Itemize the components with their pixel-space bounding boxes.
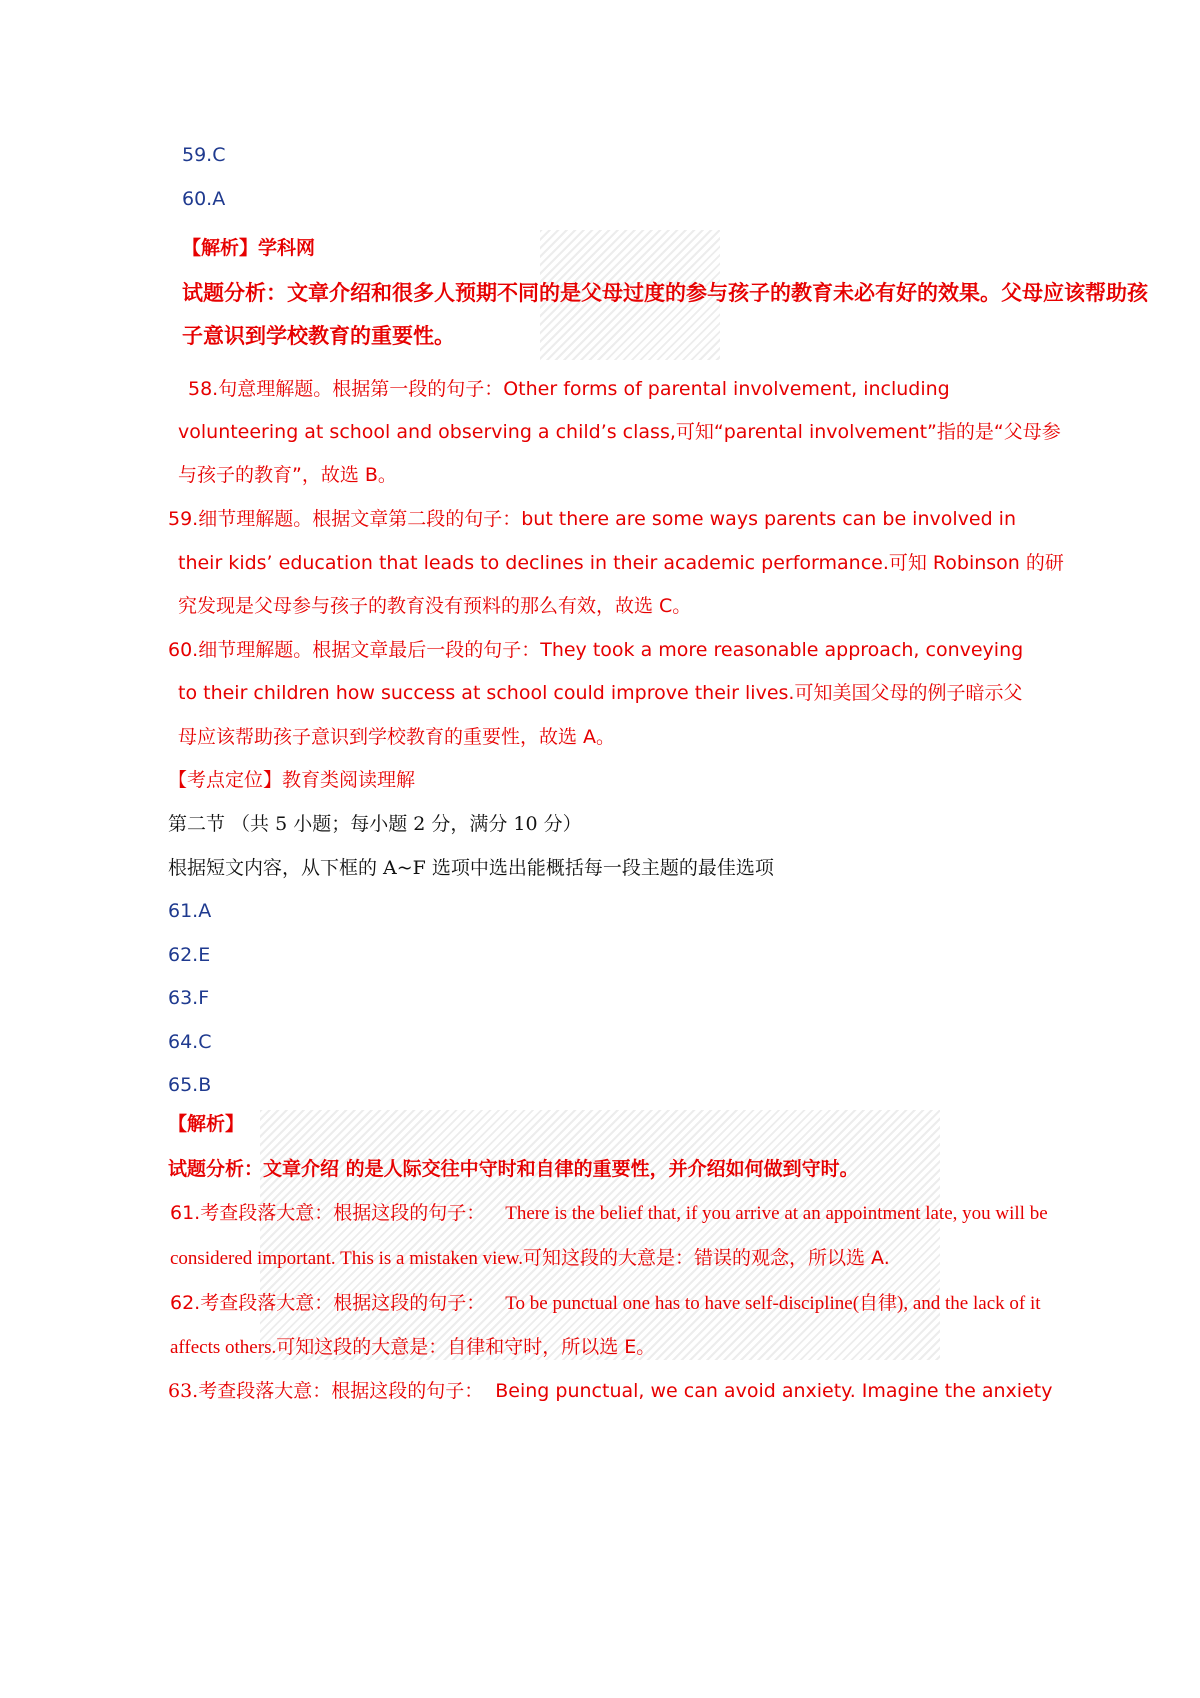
q61-line1-cn: 61.考查段落大意：根据这段的句子： [170,1202,486,1224]
answer-59: 59.C [182,144,226,166]
q61-line1 [170,1199,1048,1228]
q59-line1: 59.细节理解题。根据文章第二段的句子：but there are some ways parents can be involved in [168,508,1017,530]
q60-line2: to their children how success at school could improve their lives.可知美国父母的例子暗示父 [178,682,1023,704]
watermark [260,1110,940,1360]
q58-line3: 与孩子的教育”，故选 B。 [178,464,397,486]
q62-line2-cn: 可知这段的大意是：自律和守时，所以选 E。 [276,1336,656,1358]
q61-line1-en: There is the belief that, if you arrive at an appointment late, you will be [505,1203,1048,1224]
q60-line1: 60.细节理解题。根据文章最后一段的句子：They took a more reasonable approach, conveying [168,639,1024,661]
q63-line1-en: Being punctual, we can avoid anxiety. Imagine the anxiety [495,1380,1053,1402]
answer-65: 65.B [168,1074,212,1096]
analysis2-header: 【解析】 [168,1113,245,1135]
q62-line2 [170,1333,655,1362]
q63-line1-cn: 63.考查段落大意：根据这段的句子： [168,1380,484,1402]
answer-61: 61.A [168,900,212,922]
answer-60: 60.A [182,188,226,210]
analysis-header: 【解析】学科网 [182,237,316,259]
kaodian-label: 【考点定位】教育类阅读理解 [168,769,416,791]
q60-line3: 母应该帮助孩子意识到学校教育的重要性，故选 A。 [178,726,616,748]
q62-line2-en: affects others. [170,1337,277,1358]
answer-63: 63.F [168,987,210,1009]
analysis-summary-line2: 子意识到学校教育的重要性。 [182,324,455,348]
q61-line2-en: considered important. This is a mistaken view. [170,1248,524,1269]
analysis-summary-line1: 试题分析：文章介绍和很多人预期不同的是父母过度的参与孩子的教育未必有好的效果。父母应该帮助孩 [182,281,1148,305]
section2-title: 第二节 （共 5 小题；每小题 2 分，满分 10 分） [168,813,582,835]
section2-instruction: 根据短文内容，从下框的 A~F 选项中选出能概括每一段主题的最佳选项 [168,857,774,879]
q61-line2-cn: 可知这段的大意是：错误的观念，所以选 A. [523,1247,890,1269]
q59-line3: 究发现是父母参与孩子的教育没有预料的那么有效，故选 C。 [178,595,692,617]
q63-line1 [168,1377,1052,1405]
q58-line2: volunteering at school and observing a child’s class,可知“parental involvement”指的是“父母参 [178,421,1061,443]
q62-line1-cn: 62.考查段落大意：根据这段的句子： [170,1292,486,1314]
q62-line1-en: To be punctual one has to have self-discipline(自律), and the lack of it [505,1293,1041,1314]
q59-line2: their kids’ education that leads to declines in their academic performance.可知 Robinson 的研 [178,552,1064,574]
q62-line1 [170,1289,1041,1318]
answer-64: 64.C [168,1031,212,1053]
answer-62: 62.E [168,944,211,966]
q61-line2 [170,1244,890,1273]
analysis2-summary: 试题分析：文章介绍 的是人际交往中守时和自律的重要性，并介绍如何做到守时。 [168,1158,859,1180]
q58-line1: 58.句意理解题。根据第一段的句子：Other forms of parental involvement, including [188,378,950,400]
